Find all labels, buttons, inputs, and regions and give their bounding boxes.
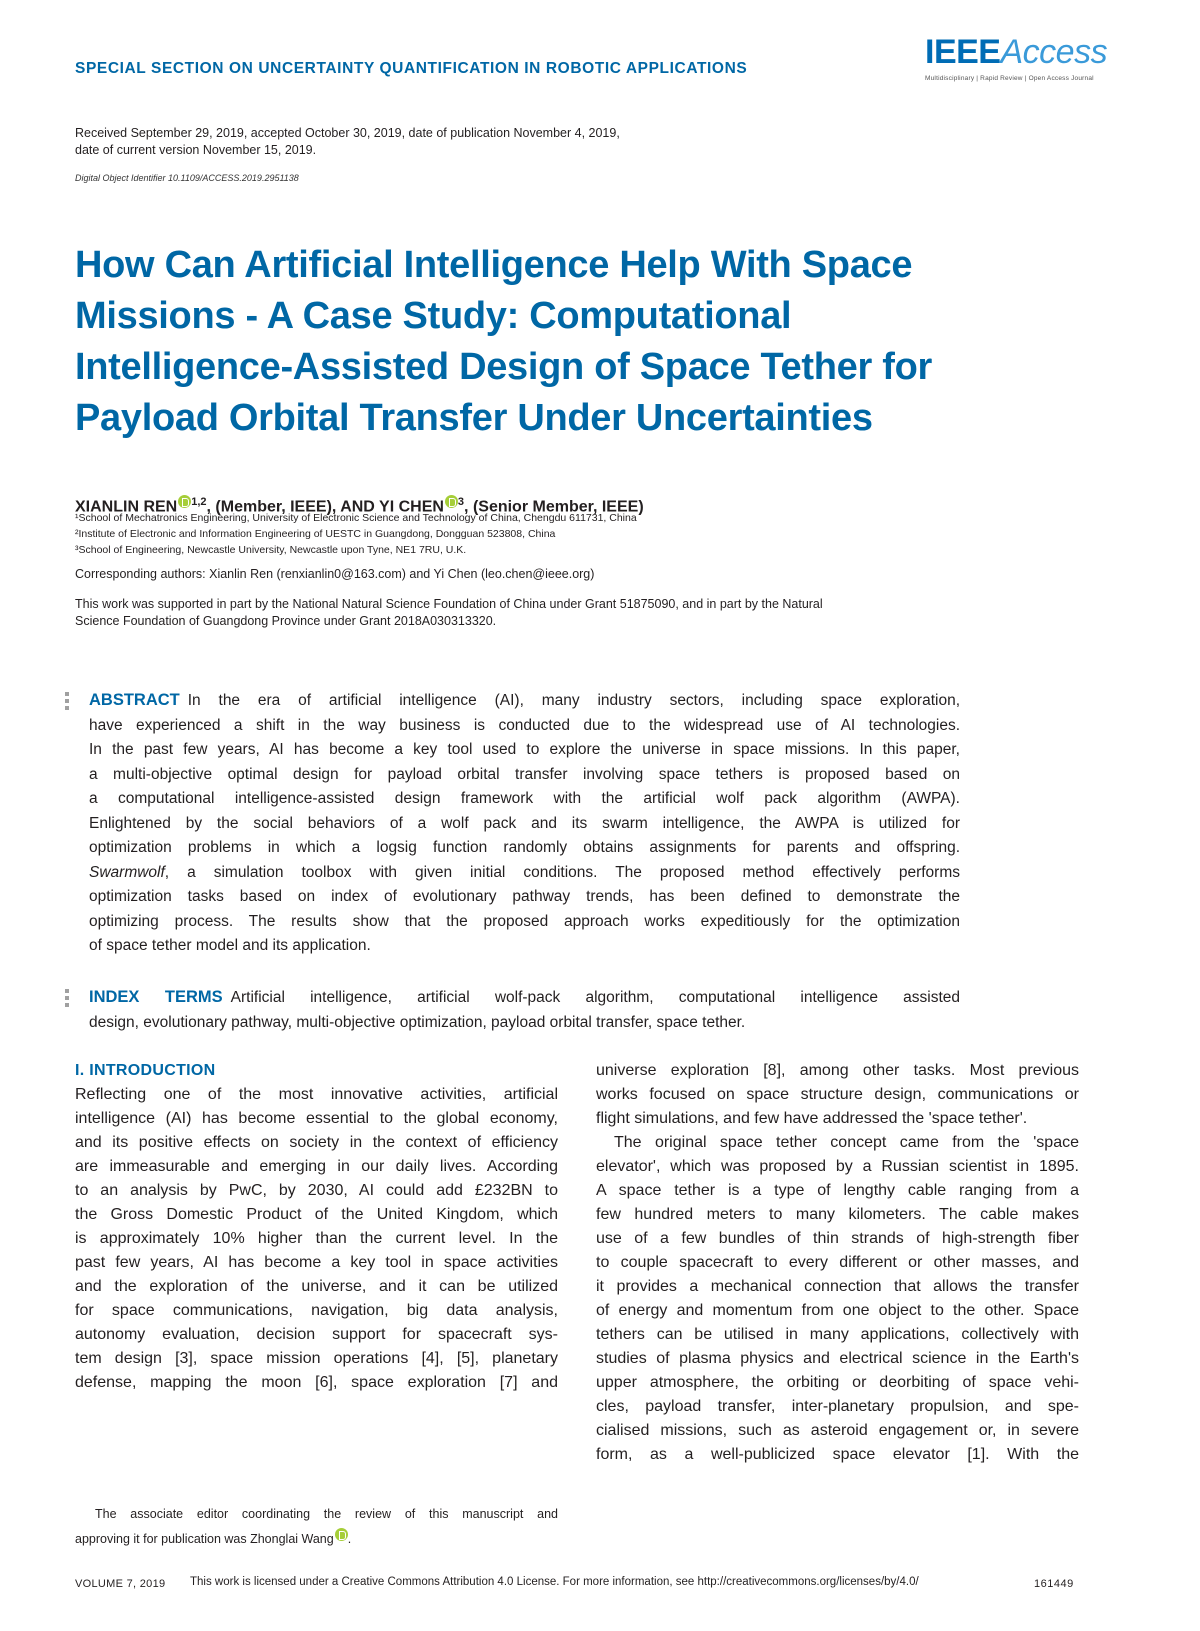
affiliation: ²Institute of Electronic and Information Engineering of UESTC in Guangdong, Dongguan 523808, China (75, 528, 556, 540)
dates-line: Received September 29, 2019, accepted October 30, 2019, date of publication November 4, 2019, (75, 126, 620, 140)
body-line: autonomy evaluation, decision support for spacecraft sys- (75, 1326, 558, 1343)
body-line: elevator', which was proposed by a Russian scientist in 1895. (596, 1158, 1079, 1175)
author-2-role: , (Senior Member, IEEE) (464, 498, 644, 516)
section-marker-icon (65, 989, 70, 1011)
footnote-line: approving it for publication was Zhonglai Wang . (75, 1525, 558, 1550)
paper-title (75, 240, 955, 444)
body-line: defense, mapping the moon [6], space exploration [7] and (75, 1374, 558, 1391)
title-line: Missions - A Case Study: Computational (75, 295, 792, 337)
abstract-line: optimizing process. The results show that the proposed approach works expeditiously for the optimization (89, 912, 960, 930)
doi: Digital Object Identifier 10.1109/ACCESS.2019.2951138 (75, 173, 299, 183)
index-terms-label: INDEX TERMS (89, 988, 223, 1006)
abstract-line: Enlightened by the social behaviors of a wolf pack and its swarm intelligence, the AWPA is utilized for (89, 814, 960, 832)
body-line: use of a few bundles of thin strands of high-strength fiber (596, 1230, 1079, 1247)
body-line: for space communications, navigation, big data analysis, (75, 1302, 558, 1319)
affiliation: ³School of Engineering, Newcastle University, Newcastle upon Tyne, NE1 7RU, U.K. (75, 544, 467, 556)
intro-heading: I. INTRODUCTION (75, 1062, 216, 1079)
body-line: cles, payload transfer, inter-planetary propulsion, and spe- (596, 1398, 1079, 1415)
index-terms-line: design, evolutionary pathway, multi-objective optimization, payload orbital transfer, space tether. (89, 1013, 746, 1031)
editor-footnote (75, 1504, 558, 1550)
footer-volume: VOLUME 7, 2019 (75, 1578, 166, 1590)
body-line: studies of plasma physics and electrical science in the Earth's (596, 1350, 1079, 1367)
funding-line: This work was supported in part by the National Natural Science Foundation of China under Grant 51875090, and in part by the Natural (75, 597, 823, 611)
logo-ieee: IEEE (925, 33, 1001, 71)
abstract (75, 688, 960, 959)
received-dates (75, 125, 620, 159)
body-line: Reflecting one of the most innovative activities, artificial (75, 1086, 558, 1103)
body-line: to an analysis by PwC, by 2030, AI could add £232BN to (75, 1182, 558, 1199)
orcid-icon[interactable] (335, 1528, 348, 1541)
abstract-line: Swarmwolf, a simulation toolbox with given initial conditions. The proposed method effectively performs (89, 863, 960, 881)
body-line: form, as a well-publicized space elevator [1]. With the (596, 1446, 1079, 1463)
body-line: works focused on space structure design, communications or (596, 1086, 1079, 1103)
title-line: Payload Orbital Transfer Under Uncertainties (75, 397, 873, 439)
abstract-line: optimization problems in which a logsig function randomly obtains assignments for parents and offspring. (89, 839, 960, 856)
logo-access: Access (1000, 33, 1108, 71)
dates-line: date of current version November 15, 2019. (75, 143, 317, 157)
body-line: intelligence (AI) has become essential to the global economy, (75, 1110, 558, 1127)
orcid-icon[interactable] (445, 495, 458, 508)
body-line: past few years, AI has become a key tool in space activities (75, 1254, 558, 1271)
abstract-line: have experienced a shift in the way business is conducted due to the widespread use of AI technologies. (89, 716, 960, 734)
title-line: How Can Artificial Intelligence Help With Space (75, 244, 913, 286)
title-line: Intelligence-Assisted Design of Space Tether for (75, 346, 932, 388)
affiliation: ¹School of Mechatronics Engineering, University of Electronic Science and Technology of China, Chengdu 611731, China (75, 512, 637, 524)
index-terms (75, 985, 960, 1035)
abstract-line: In the past few years, AI has become a key tool used to explore the universe in space missions. In this paper, (89, 741, 960, 758)
abstract-line: ABSTRACT In the era of artificial intelligence (AI), many industry sectors, including space exploration, (89, 691, 960, 709)
author-1-affil: 1,2 (191, 496, 207, 508)
funding-line: Science Foundation of Guangdong Province under Grant 2018A030313320. (75, 614, 497, 628)
footnote-line: The associate editor coordinating the review of this manuscript and (95, 1507, 558, 1521)
body-line: tethers can be utilised in many applications, collectively with (596, 1326, 1079, 1343)
body-line: of energy and momentum from one object to the other. Space (596, 1302, 1079, 1319)
author-1-role: , (Member, IEEE), AND YI CHEN (206, 498, 444, 516)
author-2-affil: 3 (457, 496, 465, 508)
footer-license[interactable]: This work is licensed under a Creative Commons Attribution 4.0 License. For more information, see http://creativecommons.org/licenses/by/4.0/ (190, 1576, 919, 1588)
body-line: to couple spacecraft to every different or other masses, and (596, 1254, 1079, 1271)
section-marker-icon (65, 692, 70, 714)
intro-left-column (75, 1059, 558, 1395)
body-line: and its positive effects on society in the context of efficiency (75, 1134, 558, 1151)
intro-right-column (596, 1059, 1079, 1467)
body-line: it provides a mechanical connection that allows the transfer (596, 1278, 1079, 1295)
author-1-name: XIANLIN REN (75, 498, 178, 516)
body-line: and the exploration of the universe, and it can be utilized (75, 1278, 558, 1295)
abstract-line: a multi-objective optimal design for payload orbital transfer involving space tethers is proposed based on (89, 765, 960, 783)
footer-page-number: 161449 (1034, 1578, 1074, 1590)
body-line: cialised missions, such as asteroid engagement or, in severe (596, 1422, 1079, 1439)
body-line: is approximately 10% higher than the current level. In the (75, 1230, 558, 1247)
orcid-icon[interactable] (178, 495, 191, 508)
body-line: flight simulations, and few have addressed the 'space tether'. (596, 1110, 1028, 1127)
body-line: The original space tether concept came from the 'space (614, 1134, 1079, 1151)
body-line: A space tether is a type of lengthy cable ranging from a (596, 1182, 1079, 1199)
abstract-label: ABSTRACT (89, 691, 180, 709)
index-terms-line: INDEX TERMS Artificial intelligence, artificial wolf-pack algorithm, computational intelligence assisted (89, 988, 960, 1006)
ieee-access-logo (925, 34, 1155, 84)
body-line: upper atmosphere, the orbiting or deorbiting of space vehi- (596, 1374, 1079, 1391)
body-line: universe exploration [8], among other tasks. Most previous (596, 1062, 1079, 1079)
logo-tagline: Multidisciplinary | Rapid Review | Open Access Journal (925, 75, 1094, 82)
funding-note (75, 596, 823, 630)
section-header: SPECIAL SECTION ON UNCERTAINTY QUANTIFICATION IN ROBOTIC APPLICATIONS (75, 60, 748, 77)
body-line: are immeasurable and emerging in our daily lives. According (75, 1158, 558, 1175)
abstract-line: of space tether model and its application. (89, 937, 371, 954)
abstract-line: a computational intelligence-assisted design framework with the artificial wolf pack algorithm (AWPA). (89, 790, 960, 807)
abstract-line: optimization tasks based on index of evolutionary pathway trends, has been defined to demonstrate the (89, 888, 960, 905)
body-line: tem design [3], space mission operations [4], [5], planetary (75, 1350, 558, 1367)
corresponding-authors: Corresponding authors: Xianlin Ren (renxianlin0@163.com) and Yi Chen (leo.chen@ieee.org) (75, 567, 595, 581)
body-line: few hundred meters to many kilometers. The cable makes (596, 1206, 1079, 1223)
body-line: the Gross Domestic Product of the United Kingdom, which (75, 1206, 558, 1223)
